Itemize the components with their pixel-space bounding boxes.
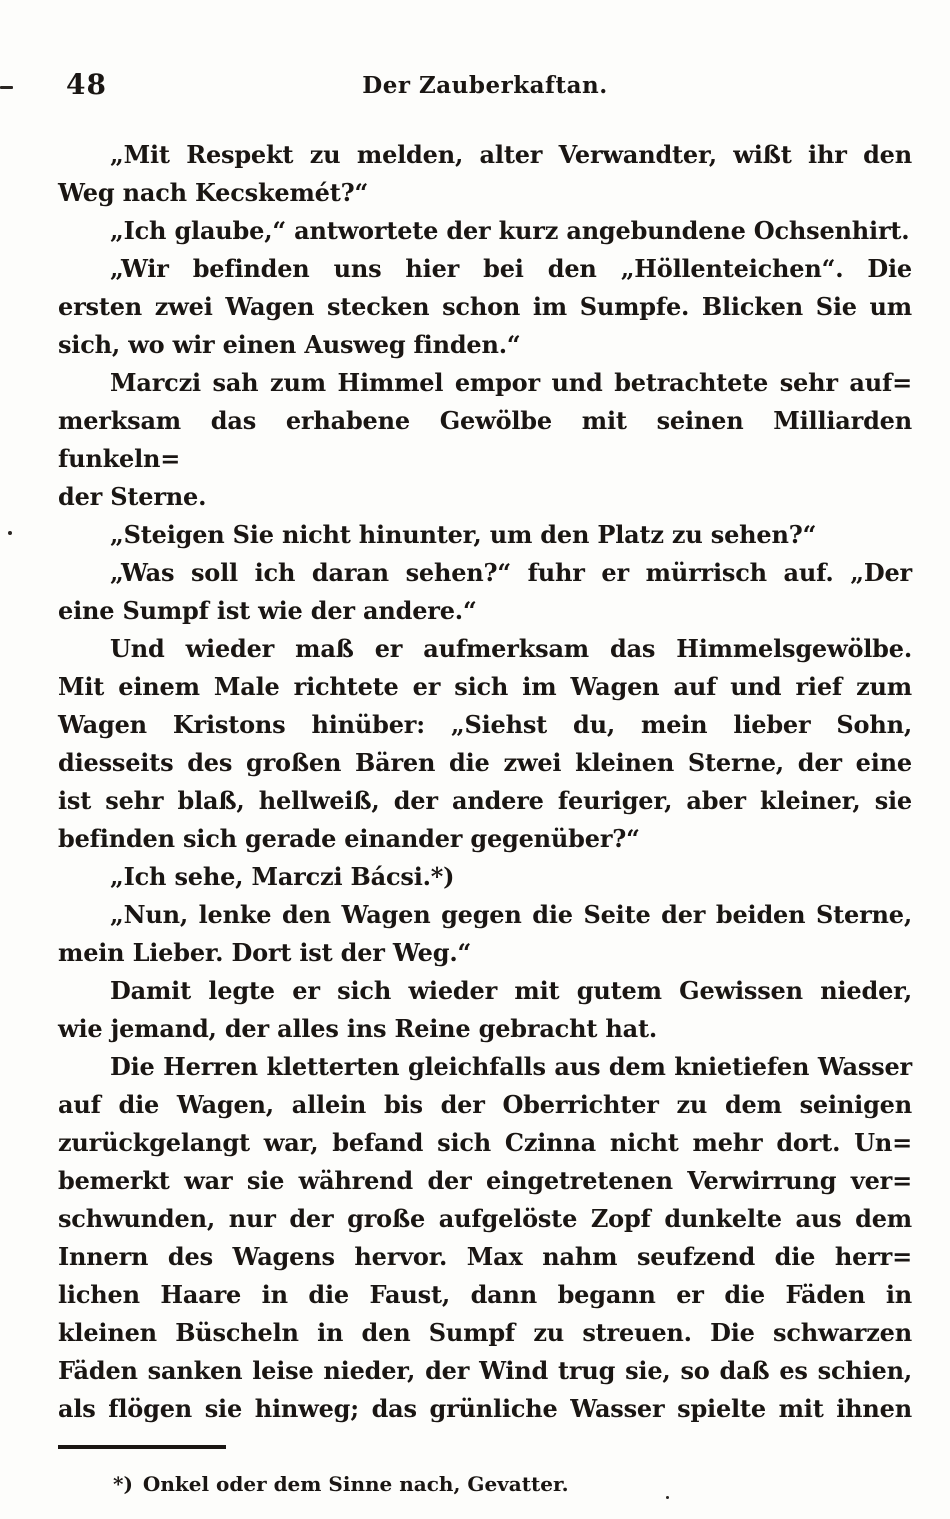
text-line: befinden sich gerade einander gegenüber?“ bbox=[58, 824, 640, 853]
page-body bbox=[58, 136, 912, 1428]
text-line: „Steigen Sie nicht hinunter, um den Platz zu sehen?“ bbox=[110, 520, 817, 549]
text-line: merksam das erhabene Gewölbe mit seinen Milliarden funkeln= bbox=[58, 406, 912, 473]
text-line: kleinen Büscheln in den Sumpf zu streuen. Die schwarzen bbox=[58, 1318, 912, 1347]
text-line: Und wieder maß er aufmerksam das Himmelsgewölbe. bbox=[110, 634, 912, 663]
text-line: Wagen Kristons hinüber: „Siehst du, mein lieber Sohn, bbox=[58, 710, 912, 739]
text-line: sich, wo wir einen Ausweg finden.“ bbox=[58, 330, 521, 359]
text-line: „Mit Respekt zu melden, alter Verwandter, wißt ihr den bbox=[110, 140, 912, 169]
text-line: wie jemand, der alles ins Reine gebracht hat. bbox=[58, 1014, 658, 1043]
page-header bbox=[58, 68, 912, 106]
footnote-text: Onkel oder dem Sinne nach, Gevatter. bbox=[142, 1472, 569, 1496]
scan-speck bbox=[8, 531, 12, 535]
text-line: der Sterne. bbox=[58, 482, 207, 511]
text-line: „Was soll ich daran sehen?“ fuhr er mürrisch auf. „Der bbox=[110, 558, 912, 587]
text-line: „Nun, lenke den Wagen gegen die Seite der beiden Sterne, bbox=[110, 900, 912, 929]
page-number: 48 bbox=[66, 68, 107, 101]
text-line: „Ich glaube,“ antwortete der kurz angebundene Ochsenhirt. bbox=[110, 216, 910, 245]
text-line: „Ich sehe, Marczi Bácsi.*) bbox=[110, 862, 455, 891]
text-line: zurückgelangt war, befand sich Czinna nicht mehr dort. Un= bbox=[58, 1128, 912, 1157]
text-line: Damit legte er sich wieder mit gutem Gewissen nieder, bbox=[110, 976, 912, 1005]
text-line: auf die Wagen, allein bis der Oberrichter zu dem seinigen bbox=[58, 1090, 912, 1119]
text-line: schwunden, nur der große aufgelöste Zopf dunkelte aus dem bbox=[58, 1204, 912, 1233]
text-line: Fäden sanken leise nieder, der Wind trug sie, so daß es schien, bbox=[58, 1356, 912, 1385]
footnote bbox=[113, 1469, 912, 1499]
footnote-separator-rule bbox=[58, 1445, 226, 1449]
running-title: Der Zauberkaftan. bbox=[362, 72, 608, 99]
text-line: Marczi sah zum Himmel empor und betrachtete sehr auf= bbox=[110, 368, 912, 397]
text-line: lichen Haare in die Faust, dann begann er die Fäden in bbox=[58, 1280, 912, 1309]
text-line: Die Herren kletterten gleichfalls aus dem knietiefen Wasser bbox=[110, 1052, 912, 1081]
text-line: ersten zwei Wagen stecken schon im Sumpfe. Blicken Sie um bbox=[58, 292, 912, 321]
text-line: eine Sumpf ist wie der andere.“ bbox=[58, 596, 477, 625]
text-line: mein Lieber. Dort ist der Weg.“ bbox=[58, 938, 472, 967]
text-line: als flögen sie hinweg; das grünliche Wasser spielte mit ihnen bbox=[58, 1394, 912, 1423]
scan-speck bbox=[0, 86, 13, 89]
text-line: Innern des Wagens hervor. Max nahm seufzend die herr= bbox=[58, 1242, 912, 1271]
text-line: bemerkt war sie während der eingetretenen Verwirrung ver= bbox=[58, 1166, 912, 1195]
text-line: „Wir befinden uns hier bei den „Höllenteichen“. Die bbox=[110, 254, 912, 283]
text-line: ist sehr blaß, hellweiß, der andere feuriger, aber kleiner, sie bbox=[58, 786, 912, 815]
text-line: Mit einem Male richtete er sich im Wagen auf und rief zum bbox=[58, 672, 912, 701]
scan-speck bbox=[666, 1496, 669, 1499]
text-line: Weg nach Kecskemét?“ bbox=[58, 178, 369, 207]
text-line: diesseits des großen Bären die zwei kleinen Sterne, der eine bbox=[58, 748, 912, 777]
footnote-marker: *) bbox=[113, 1472, 133, 1496]
